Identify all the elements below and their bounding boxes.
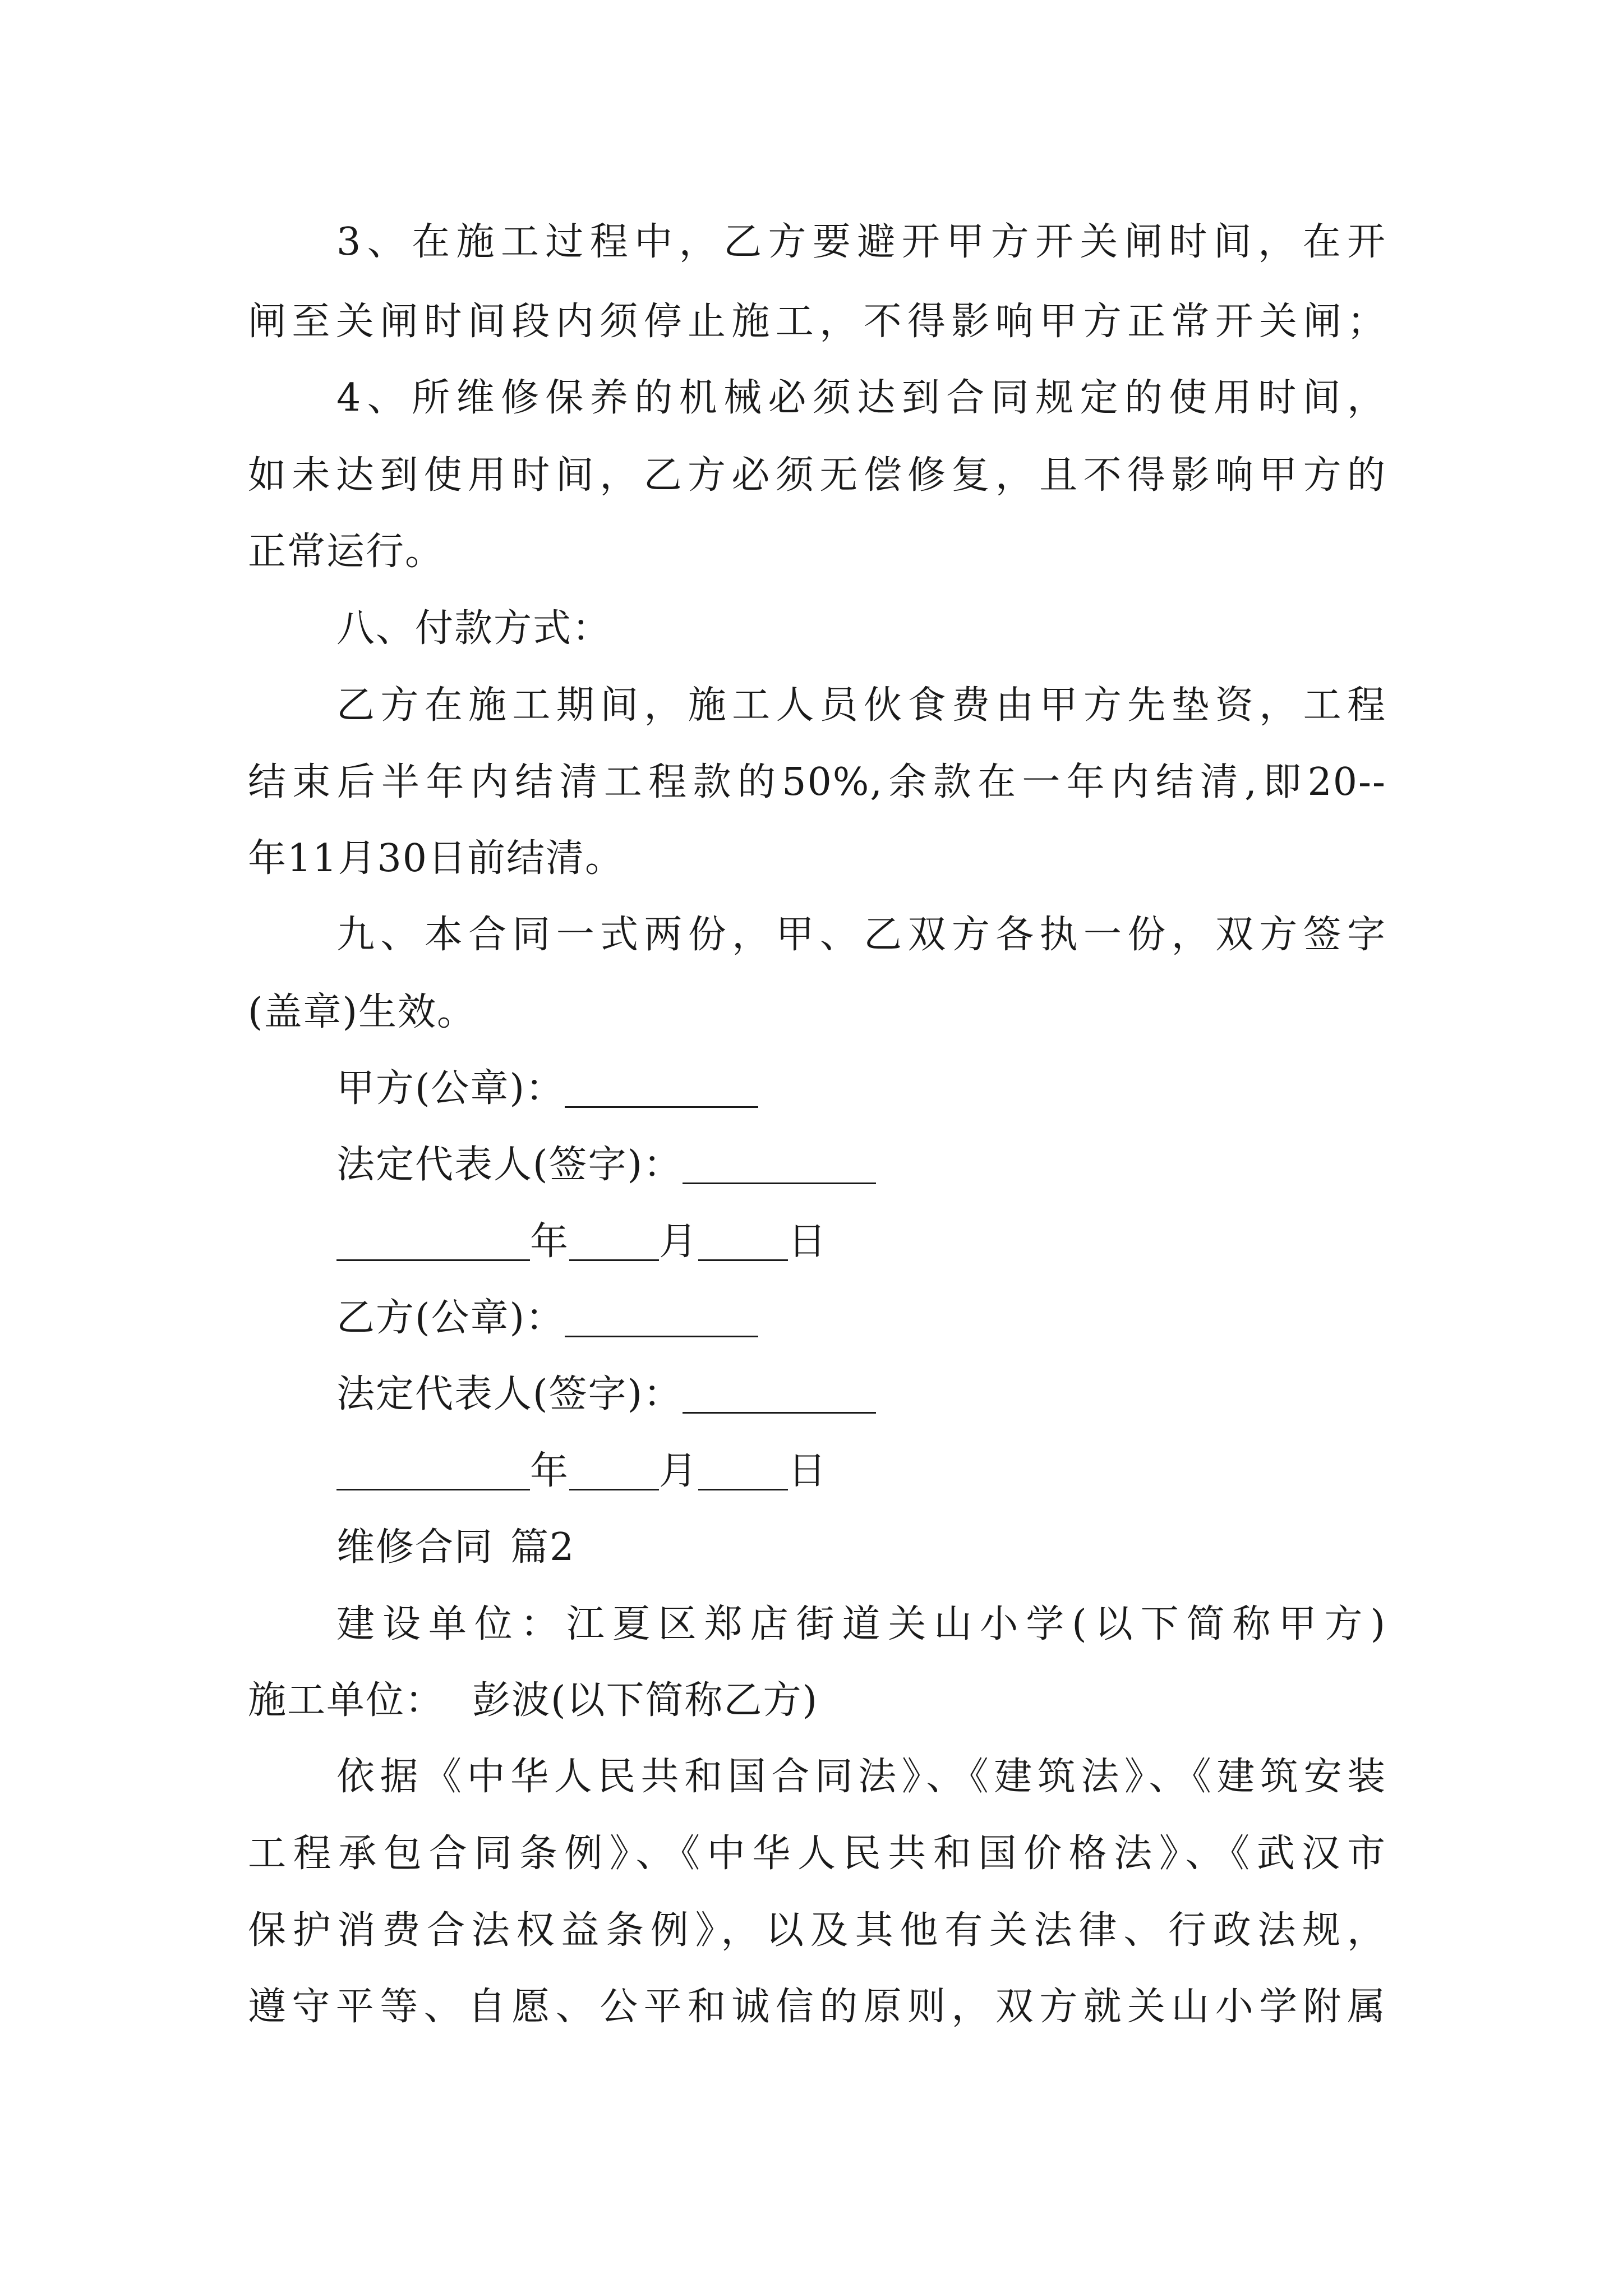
section2-title: 维修合同	[336, 1525, 494, 1570]
contractor-label: 施工单位：	[248, 1678, 445, 1723]
paragraph-line: (盖章)生效。	[248, 990, 477, 1034]
paragraph-line: 3、在施工过程中，乙方要避开甲方开关闸时间，在开	[336, 220, 1386, 264]
party-a-rep-row	[336, 1143, 1386, 1187]
builder-line: 建设单位：江夏区郑店街道关山小学(以下简称甲方)	[336, 1602, 1386, 1646]
day-blank[interactable]	[698, 1456, 788, 1490]
paragraph-line: 九、本合同一式两份，甲、乙双方各执一份，双方签字	[336, 913, 1386, 957]
paragraph-line: 如未达到使用时间，乙方必须无偿修复，且不得影响甲方的	[248, 453, 1386, 498]
year-blank[interactable]	[336, 1227, 530, 1261]
paragraph-line: 年11月30日前结清。	[248, 836, 625, 881]
party-a-seal-row	[336, 1066, 1386, 1111]
day-blank[interactable]	[698, 1227, 788, 1261]
paragraph-line: 闸至关闸时间段内须停止施工，不得影响甲方正常开关闸；	[248, 300, 1386, 344]
day-label: 日	[788, 1220, 828, 1264]
paragraph-line: 工程承包合同条例》、《中华人民共和国价格法》、《武汉市	[248, 1832, 1386, 1876]
year-label: 年	[530, 1449, 570, 1493]
section-heading: 八、付款方式：	[336, 606, 612, 651]
party-b-date-row	[336, 1449, 1386, 1493]
party-a-rep-label: 法定代表人(签字)：	[336, 1143, 683, 1187]
year-label: 年	[530, 1220, 570, 1264]
paragraph-line: 4、所维修保养的机械必须达到合同规定的使用时间，	[336, 376, 1386, 420]
month-label: 月	[659, 1220, 699, 1264]
month-label: 月	[659, 1449, 699, 1493]
paragraph-line: 乙方在施工期间，施工人员伙食费由甲方先垫资，工程	[336, 683, 1386, 728]
section2-heading	[336, 1525, 1386, 1570]
day-label: 日	[788, 1449, 828, 1493]
paragraph-line: 正常运行。	[248, 530, 445, 574]
contractor-line	[248, 1678, 1386, 1723]
party-b-rep-label: 法定代表人(签字)：	[336, 1372, 683, 1416]
year-blank[interactable]	[336, 1456, 530, 1490]
month-blank[interactable]	[569, 1227, 659, 1261]
party-b-rep-row	[336, 1372, 1386, 1416]
party-b-rep-blank[interactable]	[683, 1379, 876, 1414]
party-b-seal-label: 乙方(公章)：	[336, 1296, 565, 1340]
paragraph-line: 结束后半年内结清工程款的50%,余款在一年内结清,即20--	[248, 760, 1386, 804]
month-blank[interactable]	[569, 1456, 659, 1490]
party-b-seal-blank[interactable]	[565, 1303, 758, 1337]
section2-suffix: 篇2	[510, 1525, 575, 1570]
party-b-seal-row	[336, 1296, 1386, 1340]
paragraph-line: 保护消费合法权益条例》，以及其他有关法律、行政法规，	[248, 1908, 1386, 1953]
party-a-date-row	[336, 1220, 1386, 1264]
party-a-seal-label: 甲方(公章)：	[336, 1066, 565, 1111]
party-a-seal-blank[interactable]	[565, 1074, 758, 1108]
contractor-value: 彭波(以下简称乙方)	[472, 1678, 819, 1723]
paragraph-line: 依据《中华人民共和国合同法》、《建筑法》、《建筑安装	[336, 1755, 1386, 1799]
party-a-rep-blank[interactable]	[683, 1150, 876, 1184]
paragraph-line: 遵守平等、自愿、公平和诚信的原则，双方就关山小学附属	[248, 1985, 1386, 2029]
